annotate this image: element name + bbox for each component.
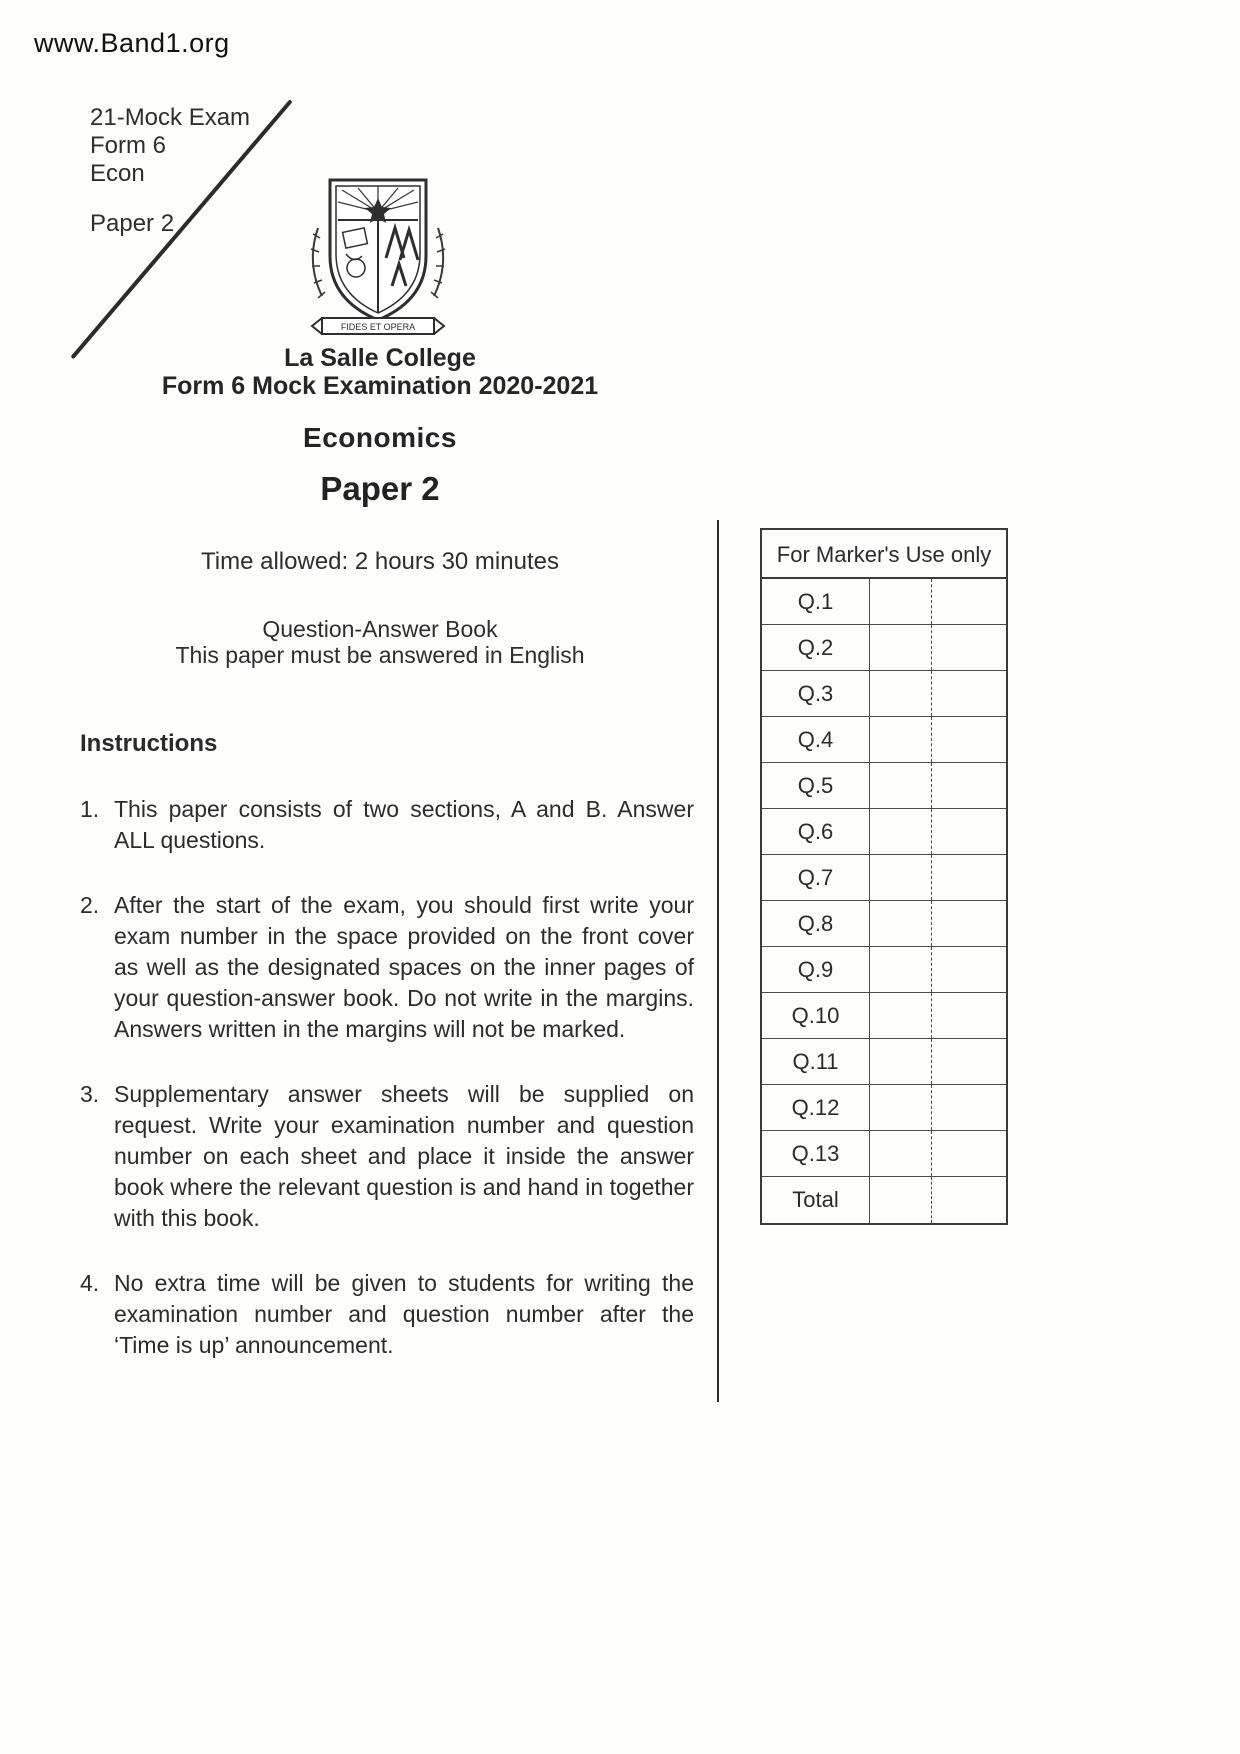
row-label: Q.8	[762, 901, 870, 946]
instruction-item-2	[80, 890, 694, 1045]
table-row	[762, 947, 1006, 993]
mark-cell	[932, 671, 1006, 716]
mark-cell	[932, 809, 1006, 854]
mark-cell	[932, 579, 1006, 624]
instruction-text: No extra time will be given to students for writing the examination number and question number after the ‘Time is up’ announcement.	[114, 1270, 694, 1358]
row-label: Q.1	[762, 579, 870, 624]
row-label: Q.6	[762, 809, 870, 854]
instruction-item-4	[80, 1268, 694, 1361]
question-answer-book-label: Question-Answer Book	[262, 616, 498, 642]
exam-name: Form 6 Mock Examination 2020-2021	[161, 372, 599, 400]
subject-title: Economics	[303, 422, 457, 453]
row-label: Q.4	[762, 717, 870, 762]
row-label: Q.11	[762, 1039, 870, 1084]
instruction-text: Supplementary answer sheets will be supplied on request. Write your examination number and question number on each sheet and place it inside the answer book where the relevant question is and hand in together with this book.	[114, 1081, 694, 1231]
table-row	[762, 671, 1006, 717]
mark-cell	[870, 947, 932, 992]
row-label: Q.9	[762, 947, 870, 992]
table-row	[762, 901, 1006, 947]
mark-cell	[870, 763, 932, 808]
row-label: Total	[762, 1177, 870, 1223]
time-allowed: Time allowed: 2 hours 30 minutes	[201, 548, 559, 575]
mark-cell	[932, 1085, 1006, 1130]
table-row	[762, 855, 1006, 901]
mark-cell	[870, 717, 932, 762]
instruction-item-3	[80, 1079, 694, 1234]
table-row	[762, 1131, 1006, 1177]
table-row	[762, 1177, 1006, 1223]
table-row	[762, 625, 1006, 671]
page-divider-line	[717, 520, 719, 1402]
mark-cell	[870, 1131, 932, 1176]
mark-cell	[870, 993, 932, 1038]
corner-line-paper: Paper 2	[90, 210, 175, 237]
table-row	[762, 763, 1006, 809]
row-label: Q.7	[762, 855, 870, 900]
instruction-number: 2.	[80, 892, 100, 918]
corner-line-subject: Econ	[90, 160, 145, 187]
school-crest	[300, 168, 456, 346]
mark-cell	[870, 671, 932, 716]
mark-cell	[932, 763, 1006, 808]
paper-title: Paper 2	[320, 470, 440, 507]
mark-cell	[870, 901, 932, 946]
mark-cell	[932, 855, 1006, 900]
mark-cell	[932, 993, 1006, 1038]
instruction-text: After the start of the exam, you should first write your exam number in the space provided on the front cover as well as the designated spaces on the inner pages of your question-answer book. Do not write in the margins. Answers written in the margins will not be marked.	[114, 892, 694, 1042]
row-label: Q.2	[762, 625, 870, 670]
language-note: This paper must be answered in English	[175, 642, 585, 668]
marker-table	[760, 528, 1008, 1225]
corner-code-block	[90, 104, 250, 238]
mark-cell	[870, 579, 932, 624]
mark-cell	[870, 625, 932, 670]
mark-cell	[932, 1177, 1006, 1223]
watermark: www.Band1.org	[34, 28, 230, 58]
row-label: Q.13	[762, 1131, 870, 1176]
school-name: La Salle College	[284, 344, 476, 372]
mark-cell	[870, 1039, 932, 1084]
mark-cell	[932, 717, 1006, 762]
table-row	[762, 1085, 1006, 1131]
corner-line-form: Form 6	[90, 132, 167, 159]
row-label: Q.12	[762, 1085, 870, 1130]
table-row	[762, 579, 1006, 625]
mark-cell	[932, 947, 1006, 992]
mark-cell	[870, 809, 932, 854]
table-row	[762, 809, 1006, 855]
mark-cell	[932, 625, 1006, 670]
instruction-item-1	[80, 794, 694, 856]
mark-cell	[870, 855, 932, 900]
crest-motto-text: FIDES ET OPERA	[340, 322, 416, 332]
instruction-number: 1.	[80, 796, 100, 822]
marker-table-title: For Marker's Use only	[762, 530, 1006, 579]
mark-cell	[932, 1131, 1006, 1176]
instructions-section	[80, 730, 694, 1395]
instruction-number: 3.	[80, 1081, 100, 1107]
instruction-text: This paper consists of two sections, A and B. Answer ALL questions.	[114, 796, 694, 853]
table-row	[762, 717, 1006, 763]
table-row	[762, 993, 1006, 1039]
instruction-number: 4.	[80, 1270, 100, 1296]
row-label: Q.3	[762, 671, 870, 716]
mark-cell	[932, 1039, 1006, 1084]
corner-line-exam: 21-Mock Exam	[90, 104, 251, 131]
mark-cell	[870, 1177, 932, 1223]
row-label: Q.10	[762, 993, 870, 1038]
mark-cell	[932, 901, 1006, 946]
table-row	[762, 1039, 1006, 1085]
instructions-title: Instructions	[80, 730, 218, 757]
row-label: Q.5	[762, 763, 870, 808]
mark-cell	[870, 1085, 932, 1130]
